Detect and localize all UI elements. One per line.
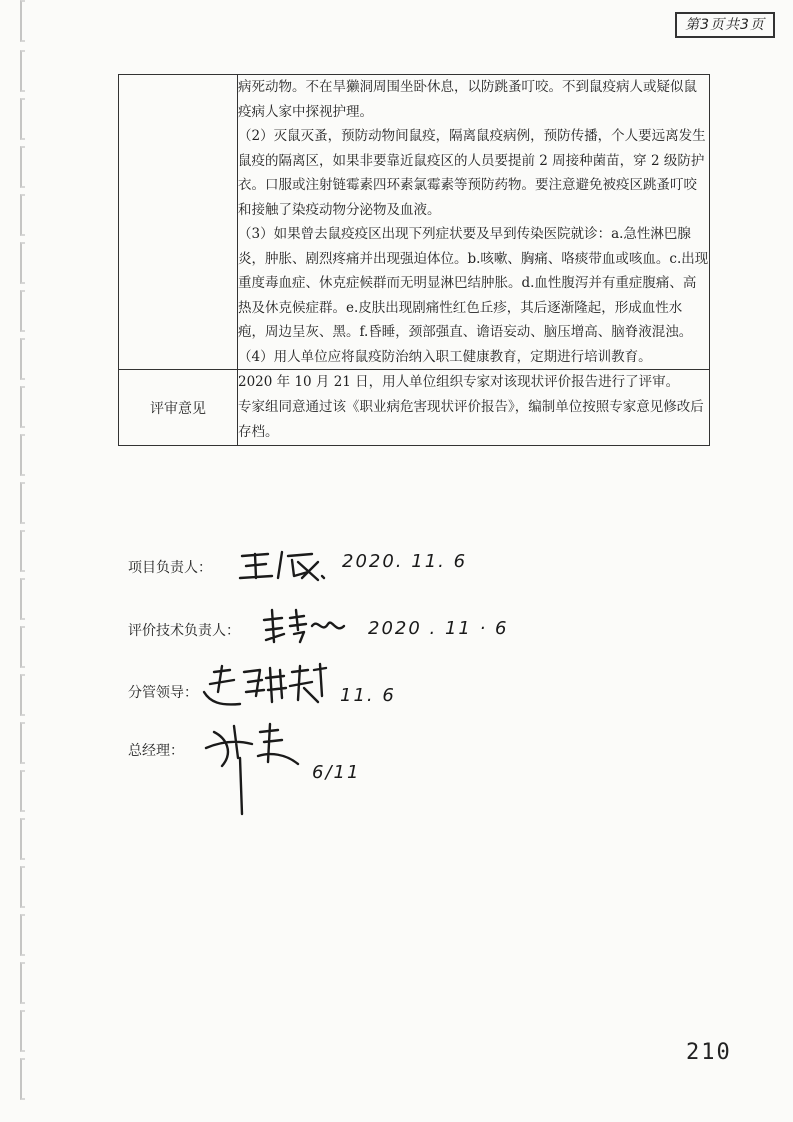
- supervisor-date: 11. 6: [340, 685, 396, 706]
- tech-lead-date: 2020 . 11 · 6: [368, 618, 509, 639]
- page-count-stamp: 第3页共3页: [675, 12, 775, 38]
- review-label: 评审意见: [119, 370, 238, 446]
- measure-paragraph-3: （3）如果曾去鼠疫疫区出现下列症状要及早到传染医院就诊：a.急性淋巴腺炎，肿胀、剧烈疼痛并出现强迫体位。b.咳嗽、胸痛、咯痰带血或咳血。c.出现重度毒血症、休克症候群而无明显淋巴结肿胀。d.血性腹泻并有重症腹痛、高热及休克候症群。e.皮肤出现剧痛性红色丘疹，其后逐渐隆起，形成血性水疱，周边呈灰、黑。f.昏睡，颈部强直、谵语妄动、脑压增高、脑脊液混浊。: [238, 226, 709, 340]
- general-manager-signature: [200, 718, 310, 818]
- measure-paragraph-2: （2）灭鼠灭蚤，预防动物间鼠疫，隔离鼠疫病例，预防传播，个人要远离发生鼠疫的隔离区，如果非要靠近鼠疫区的人员要提前 2 周接种菌苗，穿 2 级防护衣。口服或注射链霉素四环素氯霉素等预防药物。要注意避免被疫区跳蚤叮咬和接触了染疫动物分泌物及血液。: [238, 128, 706, 218]
- review-line-1: 2020 年 10 月 21 日，用人单位组织专家对该现状评价报告进行了评审。: [238, 374, 680, 390]
- page-number: 210: [686, 1040, 732, 1065]
- review-row: [119, 370, 710, 446]
- measure-paragraph-4: （4）用人单位应将鼠疫防治纳入职工健康教育，定期进行培训教育。: [238, 348, 652, 365]
- measures-row: [119, 75, 710, 370]
- general-manager-label: 总经理：: [128, 743, 184, 759]
- binding-holes: [14, 0, 34, 1122]
- measures-cell: [238, 75, 710, 370]
- project-lead-signature: [238, 548, 328, 584]
- supervisor-label: 分管领导：: [128, 685, 198, 701]
- tech-lead-label: 评价技术负责人：: [128, 623, 240, 639]
- supervisor-signature: [200, 662, 340, 712]
- measure-paragraph-1: 病死动物。不在旱獭洞周围坐卧休息，以防跳蚤叮咬。不到鼠疫病人或疑似鼠疫病人家中探视护理。: [238, 79, 697, 120]
- tech-lead-signature: [260, 608, 350, 648]
- review-opinion: [238, 370, 710, 446]
- general-manager-date: 6/11: [312, 762, 361, 783]
- review-line-2: 专家组同意通过该《职业病危害现状评价报告》，编制单位按照专家意见修改后存档。: [238, 399, 704, 440]
- project-lead-date: 2020. 11. 6: [342, 551, 468, 572]
- empty-label-cell: [119, 75, 238, 370]
- evaluation-table: [118, 74, 710, 446]
- project-lead-label: 项目负责人：: [128, 560, 212, 576]
